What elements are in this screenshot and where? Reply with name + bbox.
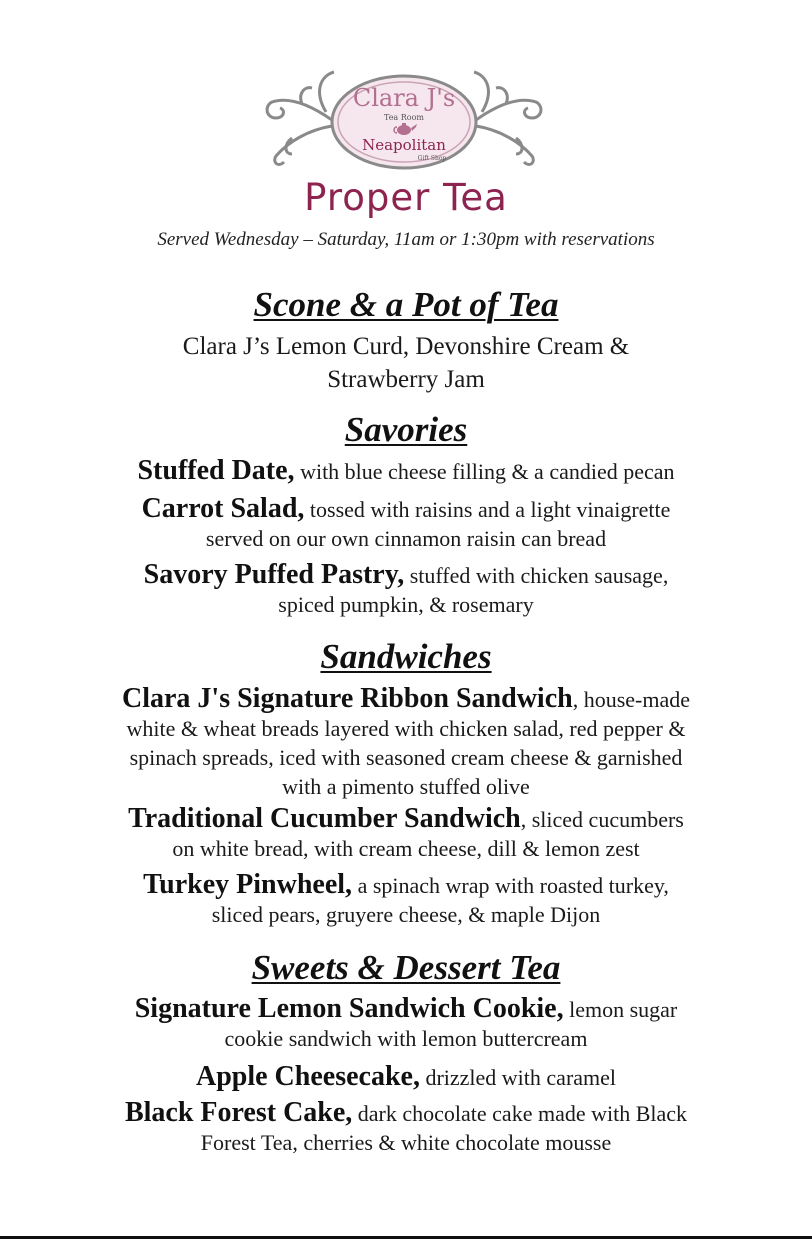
item-desc-cont: sliced pears, gruyere cheese, & maple Dijon — [211, 902, 601, 927]
item-desc: , house-made — [572, 687, 690, 712]
item-name: Stuffed Date, — [137, 455, 295, 486]
scone-line-1: Clara J’s Lemon Curd, Devonshire Cream & — [182, 333, 630, 360]
item-desc: tossed with raisins and a light vinaigrette — [304, 497, 671, 522]
item-desc: with blue cheese filling & a candied pecan — [294, 459, 675, 484]
logo-line4: Gift Shop — [417, 155, 447, 162]
scone-description — [40, 330, 772, 396]
menu-item-ribbon-sandwich — [20, 684, 792, 801]
menu-item-turkey-pinwheel — [40, 870, 772, 929]
item-name: Savory Puffed Pastry, — [143, 559, 405, 590]
right-scroll-ornament — [474, 72, 541, 164]
section-heading-sandwiches: Sandwiches — [320, 637, 492, 676]
service-hours: Served Wednesday – Saturday, 11am or 1:30pm with reservations — [157, 229, 655, 250]
scone-line-2: Strawberry Jam — [327, 366, 485, 393]
menu-item-cucumber-sandwich — [40, 804, 772, 863]
item-name: Turkey Pinwheel, — [143, 869, 353, 900]
clara-js-logo — [262, 66, 546, 174]
menu-item-apple-cheesecake — [40, 1062, 772, 1092]
item-desc-cont: served on our own cinnamon raisin can bread — [205, 526, 607, 551]
item-desc-cont: cookie sandwich with lemon buttercream — [224, 1026, 588, 1051]
menu-item-carrot-salad — [40, 494, 772, 553]
item-desc-cont: on white bread, with cream cheese, dill & lemon zest — [172, 836, 640, 861]
menu-item-stuffed-date — [40, 456, 772, 486]
logo-line1: Clara J's — [352, 84, 456, 112]
menu-item-savory-puffed-pastry — [40, 560, 772, 619]
logo-line3: Neapolitan — [362, 136, 446, 154]
item-desc: stuffed with chicken sausage, — [404, 563, 669, 588]
item-name: Traditional Cucumber Sandwich — [128, 803, 521, 834]
item-desc-cont: spiced pumpkin, & rosemary — [278, 592, 534, 617]
item-name: Carrot Salad, — [141, 493, 305, 524]
item-desc-cont: with a pimento stuffed olive — [282, 774, 530, 799]
section-heading-sweets: Sweets & Dessert Tea — [251, 948, 561, 987]
section-heading-savories: Savories — [344, 410, 468, 449]
item-desc-cont: spinach spreads, iced with seasoned cream cheese & garnished — [129, 745, 683, 770]
section-heading-scone: Scone & a Pot of Tea — [253, 285, 559, 324]
item-name: Black Forest Cake, — [124, 1097, 353, 1128]
item-desc: drizzled with caramel — [419, 1065, 617, 1090]
item-name: Clara J's Signature Ribbon Sandwich — [121, 683, 573, 714]
item-desc: dark chocolate cake made with Black — [352, 1101, 688, 1126]
menu-title: Proper Tea — [304, 176, 508, 219]
item-desc: , sliced cucumbers — [520, 807, 684, 832]
item-desc: lemon sugar — [563, 997, 678, 1022]
item-name: Apple Cheesecake, — [195, 1061, 420, 1092]
left-scroll-ornament — [267, 72, 334, 164]
item-desc-cont: Forest Tea, cherries & white chocolate mousse — [200, 1130, 612, 1155]
menu-item-black-forest-cake — [20, 1098, 792, 1157]
logo-line2: Tea Room — [383, 113, 425, 122]
item-name: Signature Lemon Sandwich Cookie, — [134, 993, 564, 1024]
item-desc-cont: white & wheat breads layered with chicken salad, red pepper & — [126, 716, 686, 741]
menu-item-lemon-sandwich-cookie — [40, 994, 772, 1053]
item-desc: a spinach wrap with roasted turkey, — [352, 873, 669, 898]
